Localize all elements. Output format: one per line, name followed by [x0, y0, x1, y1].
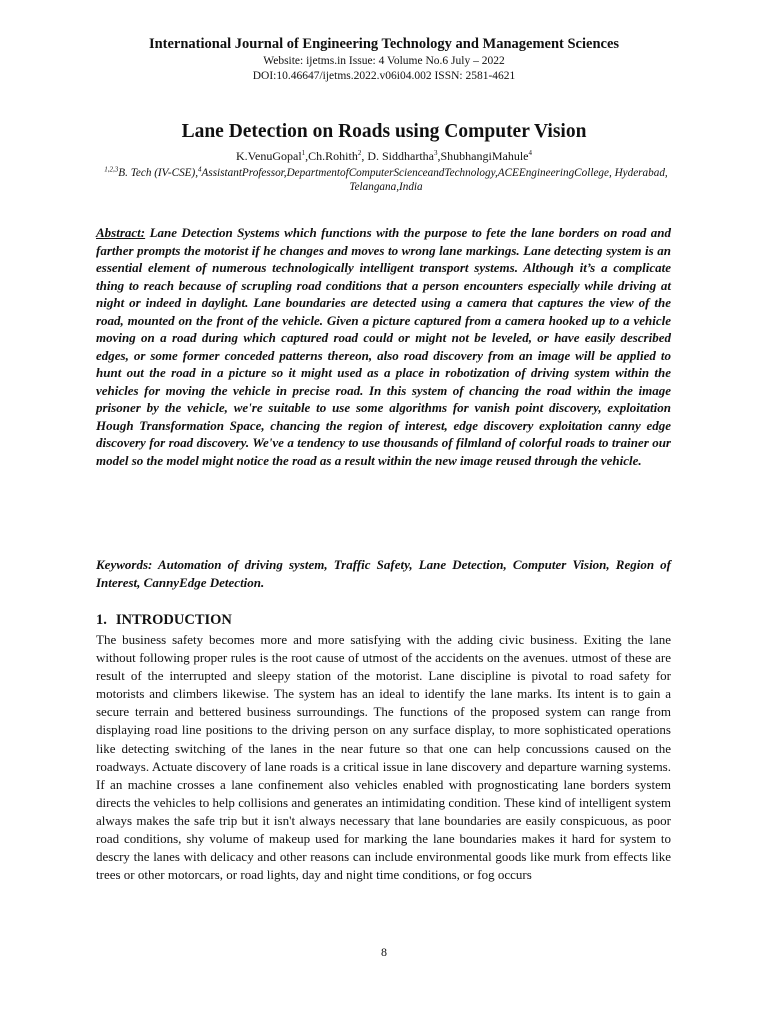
abstract-label: Abstract:: [96, 225, 146, 240]
author-sup: 3: [434, 149, 438, 157]
author-name: K.VenuGopal: [236, 149, 302, 163]
affiliation-sup: 1,2,3: [104, 165, 119, 174]
paper-title: Lane Detection on Roads using Computer Vision: [181, 121, 587, 142]
journal-website-issue: Website: ijetms.in Issue: 4 Volume No.6 July – 2022: [263, 55, 505, 67]
page-number: 8: [381, 945, 387, 959]
author-list: [0, 149, 768, 164]
journal-doi-issn: DOI:10.46647/ijetms.2022.v06i04.002 ISSN: 2581-4621: [252, 70, 516, 82]
author-sup: 4: [528, 149, 532, 157]
author-sep: ,: [437, 149, 441, 163]
keywords: Keywords: Automation of driving system, Traffic Safety, Lane Detection, Computer Vision, Region of Interest, CannyEdge Detection.: [96, 557, 671, 590]
affiliation-text: B. Tech (IV-CSE),: [118, 167, 199, 179]
author-name: ShubhangiMahule: [440, 149, 529, 163]
affiliation-text: AssistantProfessor,DepartmentofComputerScienceandTechnology,ACEEngineeringCollege, Hyderabad, Telangana,India: [201, 167, 668, 193]
section-heading: [96, 612, 232, 629]
journal-title: International Journal of Engineering Technology and Management Sciences: [148, 36, 620, 52]
section-number: 1.: [96, 612, 107, 628]
author-name: D. Siddhartha: [367, 149, 434, 163]
author-sep: ,: [361, 149, 368, 163]
author-name: Ch.Rohith: [308, 149, 358, 163]
introduction-body: The business safety becomes more and more satisfying with the adding civic business. Exiting the lane without following proper rules is the root cause of utmost of the accidents on the avenues. utmost of these are result of the interrupted and sleepy station of the motorist. Lane discipline is pivotal to road safety for motorists and climbers likewise. The system has an ideal to identify the lane marks. Its intent is to gain a secure terrain and bettered business surroundings. The functions of the proposed system can range from displaying road line positions to the driving person on any surface display, to more sophisticated operations like detecting switching of the lanes in the near future so that one can help concussions caused on the roadways. Actuate discovery of lane roads is a critical issue in lane discovery and departure warning systems. If an machine crosses a lane confinement also vehicles enabled with prognosticating lane borders system directs the vehicles to help collisions and generates an intimidating condition. These kind of intelligent system always makes the safe trip but it isn't always necessary that lane boundaries are easily conspicuous, as poor road conditions, shy volume of makeup used for marking the lane boundaries makes it hard for system to descry the lanes with delicacy and other reasons can include environmental goods like murk from effects like trees or other motorcars, or road lights, day and night time conditions, or fog occurs: [96, 632, 671, 883]
affiliation-sup: 4: [198, 165, 202, 174]
author-sep: ,: [305, 149, 309, 163]
author-sup: 2: [357, 149, 362, 157]
abstract-text: Lane Detection Systems which functions with the purpose to fete the lane borders on road and farther prompts the motorist if he changes and moves to wrong lane markings. Lane detecting system is an essential element of numerous technologically intelligent transport systems. Although it’s a complicate thing to reach because of scrupling road conditions that a person encounters especially while driving at night or indeed in daylight. Lane boundaries are detected using a camera that captures the view of the road, mounted on the front of the vehicle. Given a picture captured from a camera hooked up to a vehicle moving on a road during which captured road could or might not be leveled, or have easily described edges, or some former conceded patterns thereon, also road discovery from an image will be applied to hunt out the road in a picture so it might used as a place in robotization of driving system within the vehicles for moving the vehicle in precise road. In this system of chancing the road within the image prisoner by the vehicle, we're suitable to use some algorithms for vanish point discovery, exploitation Hough Transformation Space, chancing the region of interest, edge discovery exploitation canny edge discovery for road discovery. We've a tendency to use thousands of filmland of colorful roads to trainer our model so the model might notice the road as a result within the new image reused through the vehicle.: [96, 225, 672, 468]
abstract: [96, 224, 671, 469]
section-title: INTRODUCTION: [115, 612, 232, 628]
author-sup: 1: [301, 149, 306, 157]
affiliation: [96, 166, 676, 194]
